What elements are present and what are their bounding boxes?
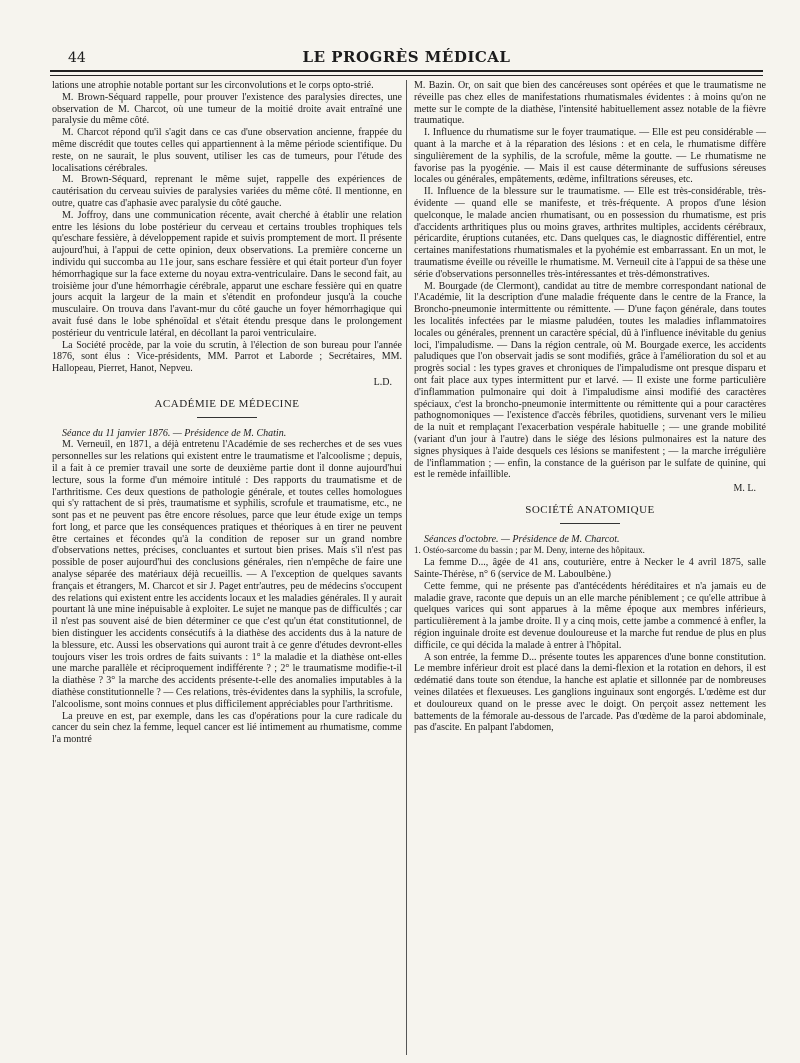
paragraph: M. Bourgade (de Clermont), candidat au titre de membre correspondant national de l'Académie, lit la description d'une maladie fréquente dans le centre de la France, la Broncho-pneumonie intermittente ou rémittente. — D'une façon générale, dans toutes les localités infectées par le miasme paludéen, toutes les maladies inflammatoires locales ou générales, prennent un caractère spécial, dû à l'influence inévitable du genius loci, l'impaludisme. — Dans la région centrale, où M. Bourgade exerce, les accidents paludiques que l'on observait jadis se sont modifiés, grâce à l'amélioration du sol et au progrès social : les types graves et chroniques de l'impaludisme ont presque disparu et ont fait place aux types intermittent pur et larvé. — Il existe une forme particulière d'inflammation pulmonaire qui doit à l'impaludisme ainsi modifié des caractères spéciaux, c'est la broncho-pneumonie intermittente ou rémittente qui a pour caractères pathognomoniques — l'existence d'accès fébriles, quotidiens, survenant vers le milieu de la nuit et remplaçant l'exacerbation vespérale habituelle ; — une grande mobilité (variant d'un jour à l'autre) dans le siége des lésions pulmonaires est la nature des signes physiques à l'aide desquels ces lésions se manifestent ; — la marche irrégulière de l'inflammation ; — enfin, la constance de la guérison par le sulfate de quinine, qui est le remède infaillible. (414, 280, 766, 481)
left-column (52, 80, 402, 746)
session-line: Séance du 11 janvier 1876. — Présidence de M. Chatin. (62, 427, 287, 439)
paragraph: II. Influence de la blessure sur le traumatisme. — Elle est très-considérable, très-évidente — quand elle se manifeste, et très-fréquente. A propos d'une lésion quelconque, le malade ancien rhumatisant, ou en possession du rhumatisme, est pris d'accidents arthritiques plus ou moins graves, arthrites multiples, accidents cérébraux, péricardite, éruptions cutanées, etc. Dans quelques cas, le diagnostic différentiel, entre certaines manifestations rhumatismales et la pyohémie est embarrassant. En un mot, le traumatisme éveille ou réveille le rhumatisme. M. Verneuil cite à l'appui de sa thèse une série d'observations personnelles très-intéressantes et très-démonstratives. (414, 186, 766, 280)
header-rule (50, 70, 763, 76)
section-title-societe-anatomique: SOCIÉTÉ ANATOMIQUE (525, 503, 655, 516)
paragraph: La preuve en est, par exemple, dans les cas d'opérations pour la cure radicale du cancer du sein chez la femme, lequel cancer est lié intimement au rhumatisme, comme l'a montré (52, 710, 402, 746)
paragraph: lations une atrophie notable portant sur les circonvolutions et le corps opto-strié. (52, 80, 374, 91)
page-number: 44 (68, 50, 86, 66)
signature: L.D. (373, 376, 392, 388)
right-column (414, 80, 766, 734)
paragraph: La Société procède, par la voie du scrutin, à l'élection de son bureau pour l'année 1876, sont élus : Vice-présidents, MM. Parrot et Laborde ; Secrétaires, MM. Hallopeau, Pierret, Hanot, Nepveu. (52, 339, 402, 375)
paragraph: M. Brown-Séquard, reprenant le même sujet, rappelle des expériences de cautérisation du cerveau suivies de paralysies variées du même côté. Il mentionne, en outre, quatre cas d'aphasie avec paralysie du côté gauche. (52, 174, 402, 209)
session-line: Séances d'octobre. — Présidence de M. Charcot. (424, 533, 620, 545)
paragraph: M. Joffroy, dans une communication récente, avait cherché à établir une relation entre les lésions du lobe postérieur du cerveau et certains troubles trophiques tels qu'eschare fessière, à développement rapide et suivis promptement de mort. Il présente aujourd'hui, à l'appui de cette opinion, deux observations. La première concerne un individu qui succomba au 11e jour, sans eschare fessière et qui était porteur d'un foyer hémorrhagique sur la face externe du noyau extra-ventriculaire. Dans le second fait, au troisième jour d'une hémorrhagie cérébrale, apparut une eschare fessière qui en quatre jours acquit la largeur de la main et s'étendit en profondeur jusqu'à la couche musculaire. On trouva dans l'avant-mur du côté gauche un foyer hémorrhagique qui avait fusé dans le lobe sphénoïdal et s'était étendu presque dans le prolongement postérieur du ventricule latéral, en décollant la paroi ventriculaire. (52, 209, 402, 339)
section-title-academie: ACADÉMIE DE MÉDECINE (154, 397, 300, 410)
paragraph: M. Brown-Séquard rappelle, pour prouver l'existence des paralysies directes, une observation de M. Charcot, où une tumeur de la moitié droite avait entraîné une paralysie du même côté. (52, 91, 402, 127)
section-rule (560, 523, 620, 524)
paragraph: La femme D..., âgée de 41 ans, couturière, entre à Necker le 4 avril 1875, salle Sainte-Thérèse, n° 6 (service de M. Laboulbène.) (414, 557, 766, 581)
signature: M. L. (733, 483, 756, 495)
running-title: LE PROGRÈS MÉDICAL (302, 48, 511, 66)
section-rule (197, 417, 257, 418)
column-divider (406, 80, 407, 1055)
paragraph: A son entrée, la femme D... présente toutes les apparences d'une bonne constitution. Le membre inférieur droit est placé dans la demi-flexion et la rotation en dehors, il est œdématié dans toute son étendue, la hanche est aplatie et sillonnée par de nombreuses veines dilatées et flexueuses. Les ganglions inguinaux sont engorgés. L'œdème est dur et douloureux quand on le presse avec le doigt. On perçoit assez nettement les battements de la fémorale au-dessous de l'arcade. Pas d'œdème de la paroi abdominale, pas d'ascite. En palpant l'abdomen, (414, 651, 766, 734)
paragraph: M. Bazin. Or, on sait que bien des cancéreuses sont opérées et que le traumatisme ne réveille pas chez elles de manifestations rhumatismales évidentes : à moins qu'on ne mette sur le compte de la diathèse, l'intensité habituellement assez notable de la fièvre traumatique. (414, 80, 766, 127)
paragraph: Cette femme, qui ne présente pas d'antécédents héréditaires et n'a jamais eu de maladie grave, raconte que depuis un an elle marche péniblement ; ce qu'elle attribue à quelques varices qui sont apparues à la même époque aux membres inférieurs, particulièrement à la jambe droite. Il y a cinq mois, cette jambe a commencé à enfler, la région inguinale droite est devenue douloureuse et la marche fut rendue de plus en plus difficile, ce qui décida la malade à entrer à l'hôpital. (414, 580, 766, 651)
paragraph: I. Influence du rhumatisme sur le foyer traumatique. — Elle est peu considérable — quant à la marche et à la réparation des lésions : et en cela, le rhumatisme diffère singulièrement de la syphilis, de la scrofule, même la goutte. — Le rhumatisme ne favorise pas la pyogénie. — Mais il est cause déterminante de suffusions séreuses locales ou générales, empâtements, œdème, infiltrations séreuses, etc. (414, 127, 766, 186)
page-header (50, 48, 763, 70)
paragraph: M. Charcot répond qu'il s'agit dans ce cas d'une observation ancienne, frappée du même discrédit que toutes celles qui appartiennent à la même période scientifique. Du reste, on ne saurait, le plus souvent, utiliser les cas de tumeurs, pour l'étude des localisations cérébrales. (52, 127, 402, 174)
paragraph: M. Verneuil, en 1871, a déjà entretenu l'Académie de ses recherches et de ses vues personnelles sur les relations qui existent entre le traumatisme et l'alcoolisme ; depuis, il a fait à ce premier travail une sorte de deuxième partie dont il donne aujourd'hui lecture, sous la forme d'un mémoire intitulé : Des rapports du traumatisme et de l'arthritisme. Ces deux questions de pathologie générale, et toutes celles homologues qui s'y rattachent de si près, traumatisme et syphilis, scrofule et traumatisme, etc., ne sont pas et ne peuvent pas être encore résolues, parce que leur étude exige un temps fort long, et parce que les conséquences pratiques et théoriques à en tirer ne peuvent être certaines et fécondes qu'à la condition de reposer sur un grand nombre d'observations nettes, précises, concluantes et surtout bien prises. Mais s'il n'est pas possible de poser aujourd'hui des conclusions générales, rien n'empêche de faire une analyse séparée des matériaux déjà recueillis. — A l'exception de quelques savants français et étrangers, M. Charcot et sir J. Paget entr'autres, peu de médecins s'occupent des relations qui existent entre les accidents locaux et les maladies générales. Il y aurait pourtant là une mine inépuisable à exploiter. Le sujet ne manque pas de difficultés ; car il n'est pas souvent aisé de bien déterminer ce que c'est qu'un état constitutionnel, de bien distinguer les accidents consécutifs à la diathèse des accidents dus à la nature de la blessure, etc. Aussi les observations qui auront trait à ce genre d'études devront-elles toujours viser les trois ordres de faits suivants : 1° la maladie et la diathèse ont-elles une marche parallèle et réciproquement indifférente ? ; 2° le traumatisme modifie-t-il la diathèse ? 3° la marche des accidents présente-t-elle des anomalies imputables à la diathèse constitutionnelle ? — Ces relations, très-évidentes dans la syphilis, la scrofule, l'alcoolisme, sont moins connues et plus difficilement appréciables pour l'arthritisme. (52, 439, 402, 710)
case-heading: 1. Ostéo-sarcome du bassin ; par M. Deny, interne des hôpitaux. (414, 545, 645, 556)
